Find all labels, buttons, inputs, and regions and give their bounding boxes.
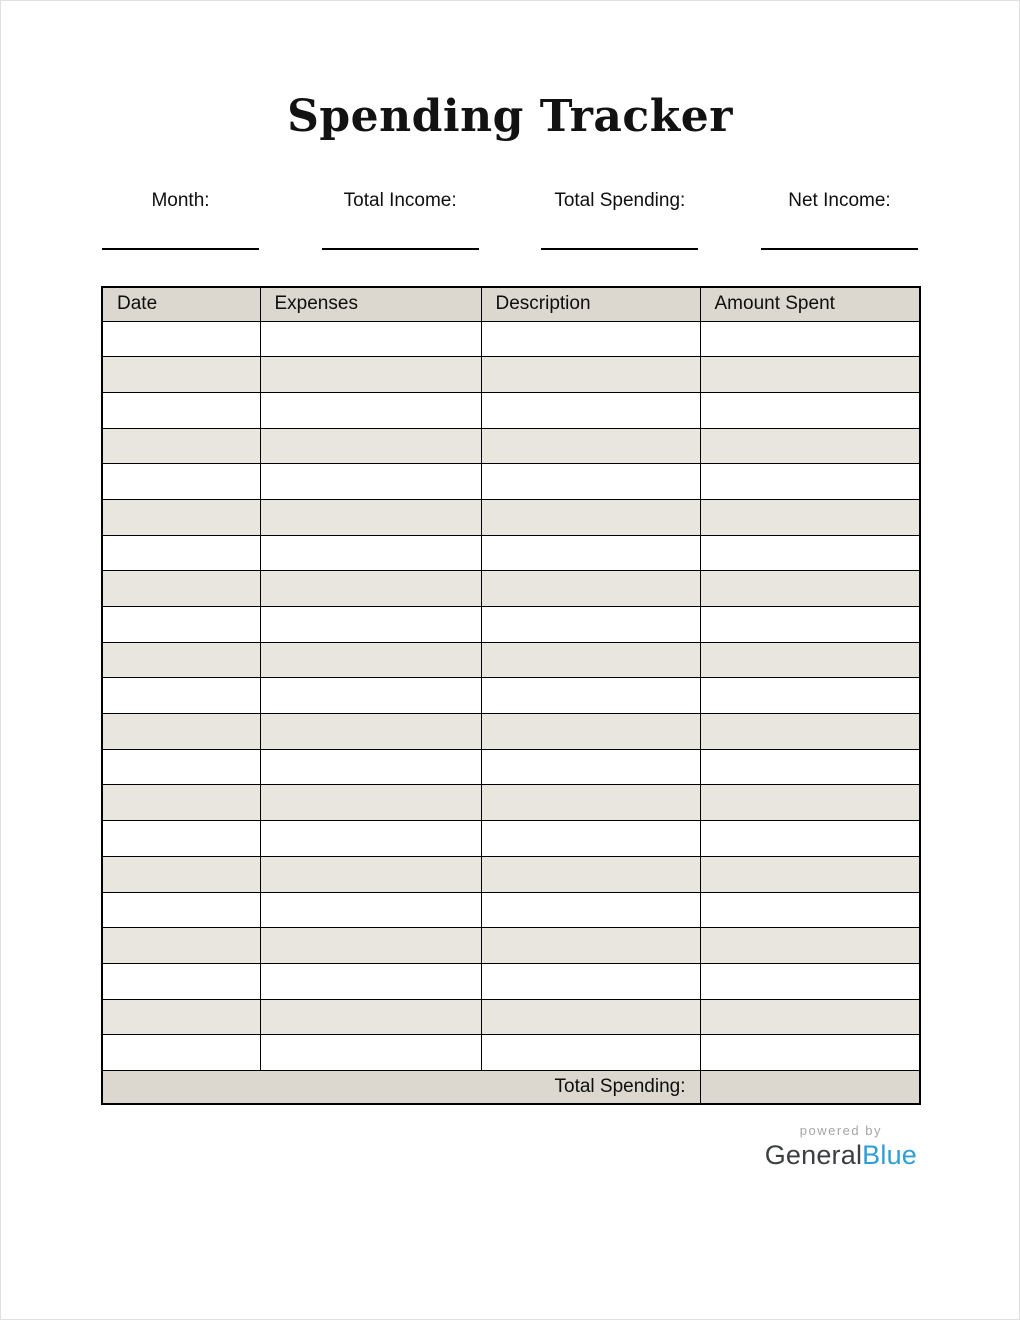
table-row (102, 535, 920, 571)
table-cell[interactable] (481, 464, 700, 500)
field-total-spending-input-line[interactable] (541, 248, 698, 250)
table-cell[interactable] (102, 464, 260, 500)
powered-by-text: powered by (799, 1123, 882, 1139)
table-row (102, 642, 920, 678)
table-cell[interactable] (260, 642, 481, 678)
table-cell[interactable] (700, 357, 920, 393)
field-total-spending-label: Total Spending: (554, 190, 686, 211)
table-cell[interactable] (481, 821, 700, 857)
table-cell[interactable] (481, 678, 700, 714)
table-cell[interactable] (700, 678, 920, 714)
table-cell[interactable] (700, 642, 920, 678)
table-cell[interactable] (260, 714, 481, 750)
table-row (102, 607, 920, 643)
table-cell[interactable] (481, 535, 700, 571)
table-cell[interactable] (260, 392, 481, 428)
summary-fields (102, 190, 918, 250)
table-row (102, 714, 920, 750)
table-cell[interactable] (102, 999, 260, 1035)
table-cell[interactable] (700, 999, 920, 1035)
table-cell[interactable] (102, 607, 260, 643)
table-cell[interactable] (260, 464, 481, 500)
page-title: Spending Tracker (287, 91, 733, 142)
table-cell[interactable] (481, 928, 700, 964)
table-cell[interactable] (260, 749, 481, 785)
field-total-income (322, 190, 479, 250)
table-cell[interactable] (481, 999, 700, 1035)
table-cell[interactable] (700, 607, 920, 643)
table-cell[interactable] (102, 856, 260, 892)
table-cell[interactable] (102, 321, 260, 357)
table-cell[interactable] (260, 321, 481, 357)
table-cell[interactable] (700, 892, 920, 928)
table-row (102, 821, 920, 857)
table-cell[interactable] (102, 499, 260, 535)
table-cell[interactable] (102, 963, 260, 999)
table-body (102, 321, 920, 1070)
table-cell[interactable] (481, 714, 700, 750)
table-cell[interactable] (102, 785, 260, 821)
brand-logo (765, 1140, 917, 1171)
field-month (102, 190, 259, 250)
table-cell[interactable] (700, 785, 920, 821)
table-cell[interactable] (102, 428, 260, 464)
table-row (102, 428, 920, 464)
header-date: Date (102, 287, 260, 321)
table-row (102, 856, 920, 892)
table-cell[interactable] (102, 928, 260, 964)
table-row (102, 357, 920, 393)
table-cell[interactable] (102, 571, 260, 607)
table-cell[interactable] (481, 1035, 700, 1071)
total-spending-label: Total Spending: (102, 1070, 700, 1104)
table-cell[interactable] (481, 428, 700, 464)
table-cell[interactable] (102, 749, 260, 785)
powered-by-block (1, 1123, 917, 1171)
table-row (102, 892, 920, 928)
field-total-income-label: Total Income: (343, 190, 457, 211)
table-cell[interactable] (260, 607, 481, 643)
table-cell[interactable] (700, 428, 920, 464)
table-row (102, 928, 920, 964)
table-row (102, 678, 920, 714)
table-cell[interactable] (102, 392, 260, 428)
table-cell[interactable] (700, 571, 920, 607)
table-cell[interactable] (260, 357, 481, 393)
table-cell[interactable] (481, 785, 700, 821)
table-cell[interactable] (260, 928, 481, 964)
table-cell[interactable] (260, 892, 481, 928)
field-total-spending (541, 190, 698, 250)
table-cell[interactable] (700, 821, 920, 857)
table-cell[interactable] (481, 892, 700, 928)
table-cell[interactable] (481, 749, 700, 785)
table-row (102, 1035, 920, 1071)
table-footer-row (102, 1070, 920, 1104)
table-cell[interactable] (102, 535, 260, 571)
table-cell[interactable] (481, 499, 700, 535)
table-row (102, 963, 920, 999)
table-cell[interactable] (260, 821, 481, 857)
table-cell[interactable] (260, 963, 481, 999)
table-row (102, 464, 920, 500)
field-month-label: Month: (151, 190, 210, 211)
table-cell[interactable] (260, 856, 481, 892)
header-expenses: Expenses (260, 287, 481, 321)
table-cell[interactable] (481, 856, 700, 892)
table-row (102, 785, 920, 821)
spending-table (101, 286, 921, 1105)
table-cell[interactable] (102, 642, 260, 678)
table-cell[interactable] (102, 714, 260, 750)
total-spending-value-cell[interactable] (700, 1070, 920, 1104)
table-cell[interactable] (260, 499, 481, 535)
table-cell[interactable] (700, 535, 920, 571)
table-header-row (102, 287, 920, 321)
field-net-income-input-line[interactable] (761, 248, 918, 250)
brand-general-text: General (764, 1140, 863, 1171)
table-cell[interactable] (102, 892, 260, 928)
table-cell[interactable] (481, 392, 700, 428)
table-cell[interactable] (700, 928, 920, 964)
table-cell[interactable] (102, 357, 260, 393)
table-cell[interactable] (102, 821, 260, 857)
table-cell[interactable] (260, 1035, 481, 1071)
table-cell[interactable] (481, 642, 700, 678)
table-row (102, 499, 920, 535)
table-row (102, 999, 920, 1035)
table-cell[interactable] (481, 321, 700, 357)
table-row (102, 749, 920, 785)
brand-blue-text: Blue (862, 1140, 917, 1171)
table-cell[interactable] (260, 535, 481, 571)
table-cell[interactable] (700, 499, 920, 535)
table-row (102, 392, 920, 428)
header-description: Description (481, 287, 700, 321)
table-cell[interactable] (481, 357, 700, 393)
table-cell[interactable] (481, 571, 700, 607)
table-cell[interactable] (102, 678, 260, 714)
table-cell[interactable] (260, 571, 481, 607)
table-row (102, 321, 920, 357)
table-cell[interactable] (700, 714, 920, 750)
table-cell[interactable] (260, 785, 481, 821)
header-amount-spent: Amount Spent (700, 287, 920, 321)
table-cell[interactable] (700, 392, 920, 428)
table-cell[interactable] (260, 678, 481, 714)
table-cell[interactable] (700, 321, 920, 357)
table-cell[interactable] (700, 1035, 920, 1071)
table-cell[interactable] (481, 963, 700, 999)
field-total-income-input-line[interactable] (322, 248, 479, 250)
table-cell[interactable] (700, 856, 920, 892)
table-cell[interactable] (102, 1035, 260, 1071)
table-cell[interactable] (700, 464, 920, 500)
table-row (102, 571, 920, 607)
table-cell[interactable] (700, 963, 920, 999)
field-month-input-line[interactable] (102, 248, 259, 250)
table-cell[interactable] (700, 749, 920, 785)
field-net-income (761, 190, 918, 250)
table-cell[interactable] (481, 607, 700, 643)
table-cell[interactable] (260, 999, 481, 1035)
field-net-income-label: Net Income: (788, 190, 891, 211)
table-cell[interactable] (260, 428, 481, 464)
